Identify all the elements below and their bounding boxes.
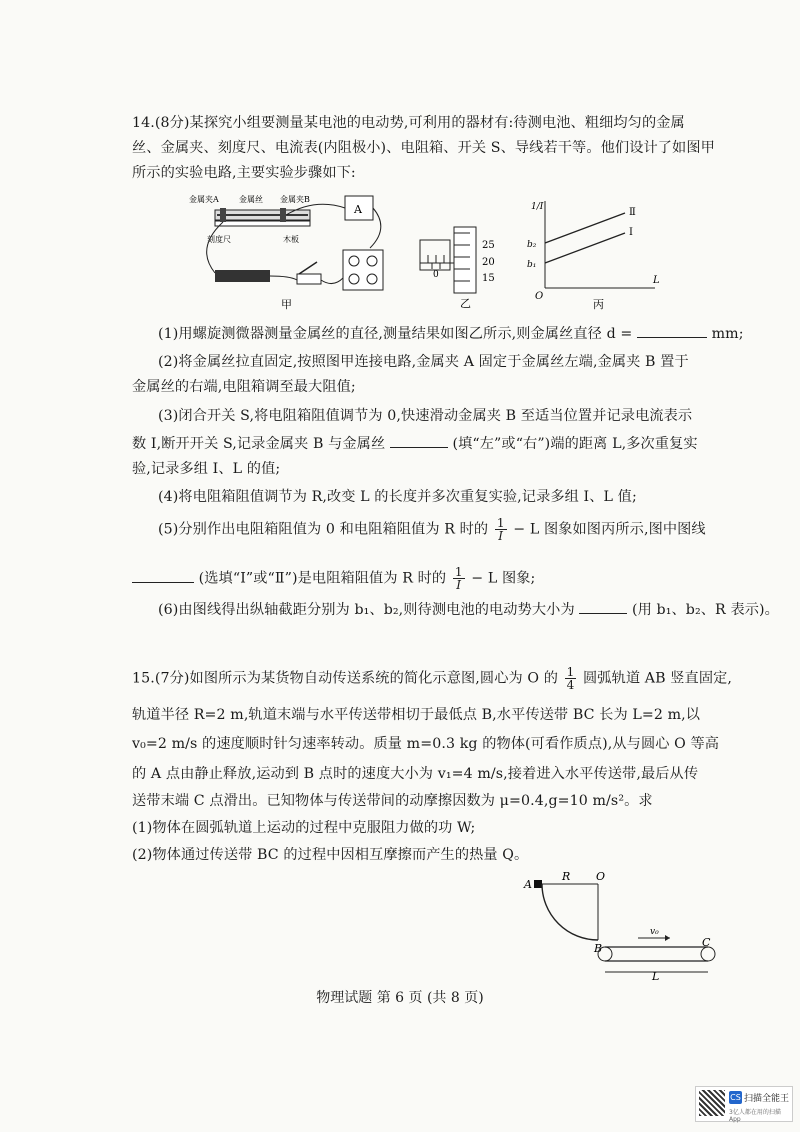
step-6-text: (6)由图线得出纵轴截距分别为 b₁、b₂,则待测电池的电动势大小为 [158,602,575,618]
figure-q15-conveyor [510,868,730,983]
answer-blank-d [637,323,707,338]
graph-line-2 [545,213,625,243]
clip-b [280,208,286,222]
clip-b-label: 金属夹B [280,195,310,204]
x-axis-label: L [653,275,660,286]
frac-den-q15: 4 [566,678,575,692]
frac-den-2: I [456,578,462,592]
label-R: R [562,870,571,883]
step-1-unit: mm; [711,326,744,342]
fraction-1-over-I [495,517,507,542]
page-footer: 物理试题 第 6 页 (共 8 页) [316,990,484,1006]
q14-line-3: 所示的实验电路,主要实验步骤如下: [132,165,356,181]
object-block [534,880,542,888]
clip-a [220,208,226,222]
b1-label: b₁ [527,260,537,270]
fraction-1-over-I-2 [453,566,465,591]
scanner-watermark-logo [695,1086,793,1122]
caption-yi: 乙 [460,297,471,310]
q14-step-2b: 金属丝的右端,电阻箱调至最大阻值; [132,379,356,395]
b2-label: b₂ [527,240,537,250]
q14-step-3b [132,433,740,454]
figure-jia-circuit [185,188,400,313]
line-2-label: Ⅱ [629,207,636,218]
q14-step-5b [132,566,740,591]
frac-num-2: 1 [454,565,463,579]
frac-den: I [498,529,504,543]
wire-switch-box [321,278,343,284]
q14-step-5a [158,517,740,542]
micrometer-thimble [454,227,476,293]
label-L: L [652,970,660,983]
q15-line-3: v₀=2 m/s 的速度顺时针匀速率转动。质量 m=0.3 kg 的物体(可看作质点),从与圆心 O 等高 [132,736,720,752]
step-3-text: 数 I,断开开关 S,记录金属夹 B 与金属丝 [132,436,386,452]
board-label: 木板 [283,235,299,244]
q14-step-3a: (3)闭合开关 S,将电阻箱阻值调节为 0,快速滑动金属夹 B 至适当位置并记录电流表示 [158,408,693,424]
q15-line-1 [132,666,740,691]
tick-label-25: 25 [482,240,495,251]
tick-label-15: 15 [482,273,495,284]
q14-step-1 [158,323,744,344]
q15-line-4: 的 A 点由静止释放,运动到 B 点时的速度大小为 v₁=4 m/s,接着进入水平传送带,最后从传 [132,766,699,782]
tick-label-20: 20 [482,257,495,268]
ammeter-label: A [354,203,362,216]
caption-jia: 甲 [281,298,292,311]
q14-step-3c: 验,记录多组 I、L 的值; [132,461,281,477]
step-3-text-cont: (填“左”或“右”)端的距离 L,多次重复实 [452,436,698,452]
q14-step-4: (4)将电阻箱阻值调节为 R,改变 L 的长度并多次重复实验,记录多组 I、L 值; [158,489,637,505]
fraction-1-4 [565,666,577,691]
q15-line-5: 送带末端 C 点滑出。已知物体与传送带间的动摩擦因数为 μ=0.4,g=10 m/s²。求 [132,793,653,809]
step-5b-text: (选填“Ⅰ”或“Ⅱ”)是电阻箱阻值为 R 时的 [198,570,447,587]
step-1-text: (1)用螺旋测微器测量金属丝的直径,测量结果如图乙所示,则金属丝直径 d = [158,326,633,342]
wire-to-switch [270,276,297,280]
q15-line-1-cont: 圆弧轨道 AB 竖直固定, [583,670,733,687]
velocity-arrowhead [665,935,670,941]
frac-num: 1 [496,516,505,530]
q15-line-2: 轨道半径 R=2 m,轨道末端与水平传送带相切于最低点 B,水平传送带 BC 长为 L=2 m,以 [132,707,701,723]
switch-lever [299,262,317,274]
micrometer-sleeve [420,240,450,270]
graph-line-1 [545,233,625,263]
switch [297,274,321,284]
qr-code-icon [699,1090,725,1116]
wire-label: 金属丝 [239,195,263,204]
q14-line-2: 丝、金属夹、刻度尺、电流表(内阻极小)、电阻箱、开关 S、导线若干等。他们设计了如图甲 [132,140,715,156]
step-5-text: (5)分别作出电阻箱阻值为 0 和电阻箱阻值为 R 时的 [158,521,489,538]
answer-blank-emf [579,599,627,614]
label-C: C [702,936,711,949]
label-B: B [594,942,603,955]
line-1-label: Ⅰ [629,227,633,238]
step-5-text-cont: − L 图象如图丙所示,图中图线 [513,521,706,538]
ruler [215,221,310,226]
label-A: A [524,878,532,891]
step-6-text-cont: (用 b₁、b₂、R 表示)。 [632,602,779,618]
right-roller [701,947,715,961]
q14-line-1: 14.(8分)某探究小组要测量某电池的电动势,可利用的器材有:待测电池、粗细均匀的金属 [132,115,685,131]
y-axis-label: 1/I [531,202,544,212]
ruler-label: 刻度尺 [207,235,231,244]
q14-step-6 [158,599,779,620]
logo-subtitle: 3亿人都在用的扫描App [729,1109,781,1123]
clip-a-label: 金属夹A [189,195,219,204]
step-5b-text-cont: − L 图象; [471,570,536,587]
answer-blank-line [132,568,194,583]
logo-title: 扫描全能王 [744,1094,790,1104]
q14-step-2a: (2)将金属丝拉直固定,按照图甲连接电路,金属夹 A 固定于金属丝左端,金属夹 B 置于 [158,354,689,370]
figure-bing-graph [525,193,665,313]
wire-to-battery [207,222,223,273]
q15-line-1-text: 15.(7分)如图所示为某货物自动传送系统的简化示意图,圆心为 O 的 [132,670,559,687]
label-v0: v₀ [650,927,659,937]
arc-track [542,884,598,940]
battery [215,270,270,282]
origin-label: O [535,291,544,302]
figure-yi-micrometer [418,215,528,315]
label-O: O [596,870,606,883]
resistance-box [343,250,383,290]
q15-part-1: (1)物体在圆弧轨道上运动的过程中克服阻力做的功 W; [132,820,476,836]
frac-num-q15: 1 [566,665,575,679]
sleeve-zero-label: 0 [433,270,439,280]
caption-bing: 丙 [593,298,604,311]
cs-badge: CS [730,1093,741,1102]
q15-part-2: (2)物体通过传送带 BC 的过程中因相互摩擦而产生的热量 Q。 [132,847,529,863]
answer-blank-side [390,433,448,448]
